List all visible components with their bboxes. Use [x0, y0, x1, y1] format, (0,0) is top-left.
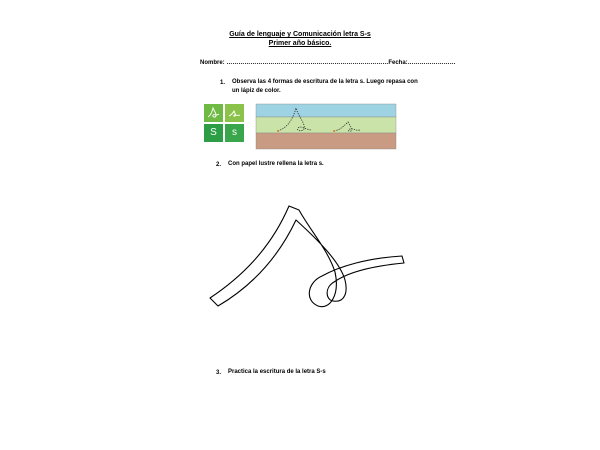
item-1-line-1: Observa las 4 formas de escritura de la letra s. Luego repasa con [232, 79, 418, 85]
band-grass [256, 117, 396, 133]
band-ground [256, 133, 396, 149]
band-sky [256, 104, 396, 117]
item-text-1 [232, 78, 432, 96]
name-date-line: Nombre: ………………………………………………………………………Fecha:…………………… [200, 60, 456, 66]
cursive-uppercase-s-icon [204, 104, 223, 122]
item-number-2: 2. [216, 162, 222, 168]
tile-letter-s: s [232, 127, 237, 138]
tile-letter-S: S [210, 127, 217, 138]
page-title: Guía de lenguaje y Comunicación letra S-s [229, 31, 371, 38]
start-dot-1 [277, 130, 279, 132]
page-subtitle: Primer año básico. [268, 40, 332, 47]
start-dot-2 [333, 130, 335, 132]
outline-cursive-s [200, 200, 410, 330]
tile-print-uppercase [204, 124, 223, 142]
tile-cursive-lowercase [225, 104, 244, 122]
tile-print-lowercase [225, 124, 244, 142]
letter-tiles-grid [204, 104, 244, 144]
item-text-3: Practica la escritura de la letra S-s [228, 369, 326, 375]
item-number-3: 3. [216, 370, 222, 376]
tracing-bands [256, 104, 396, 149]
letter-s-outline-path [210, 206, 404, 307]
item-number-1: 1. [220, 80, 226, 86]
item-1-line-2: un lápiz de color. [232, 88, 281, 94]
cursive-lowercase-s-icon [225, 104, 244, 122]
item-text-2: Con papel lustre rellena la letra s. [228, 161, 324, 167]
tile-cursive-uppercase [204, 104, 223, 122]
